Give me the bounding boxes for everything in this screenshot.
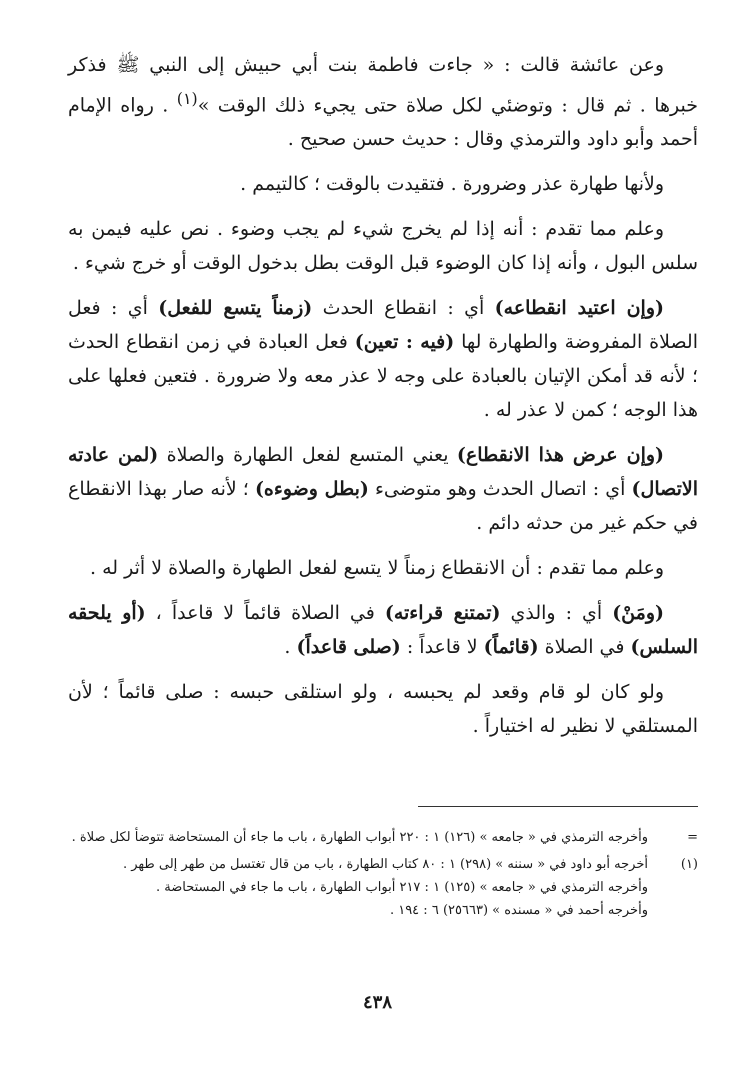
text-run: أي : فعل الصلاة المفروضة والطهارة لها xyxy=(68,297,698,354)
text-run: ؛ لأنه صار بهذا الانقطاع في حكم غير من حدثه دائم . xyxy=(68,478,698,535)
paragraph-1-text-end: . رواه الإمام أحمد وأبو داود والترمذي وقال : حديث حسن صحيح . xyxy=(68,94,698,151)
paragraph-3: وعلم مما تقدم : أنه إذا لم يخرج شيء لم يجب وضوء . نص عليه فيمن به سلس البول ، وأنه إذا كان الوضوء قبل الوقت بطل بدخول الوقت أو خرج شيء . xyxy=(68,218,698,275)
paragraph-1-text: وعن عائشة قالت : « جاءت فاطمة بنت أبي حبيش إلى النبي ﷺ فذكر خبرها . ثم قال : وتوضئي لكل صلاة حتى يجيء ذلك الوقت » xyxy=(68,54,698,117)
footnotes xyxy=(68,826,698,926)
footnote-ref: (١) xyxy=(176,89,198,108)
text-run: أي : اتصال الحدث وهو متوضىء xyxy=(368,478,632,501)
bold-phrase: (تمتنع قراءته) xyxy=(384,602,501,625)
paragraph-5 xyxy=(68,438,698,540)
page-number: ٤٣٨ xyxy=(362,992,392,1013)
footnote-line: وأخرجه الترمذي في « جامعه » (١٢٥) ١ : ٢١٧ أبواب الطهارة ، باب ما جاء في المستحاضة . xyxy=(156,880,648,895)
text-run: في الصلاة xyxy=(538,636,631,659)
paragraph-4 xyxy=(68,291,698,427)
text-run: أي : والذي xyxy=(500,602,613,625)
text-run: في الصلاة قائماً لا قاعداً ، xyxy=(145,602,385,625)
paragraph-2: ولأنها طهارة عذر وضرورة . فتقيدت بالوقت ؛ كالتيمم . xyxy=(240,173,664,196)
footnote-line: وأخرجه أحمد في « مسنده » (٢٥٦٦٣) ٦ : ١٩٤ . xyxy=(389,903,648,918)
bold-phrase: (وإن عرض هذا الانقطاع) xyxy=(456,444,665,467)
paragraph-1 xyxy=(68,48,698,156)
bold-phrase: (صلى قاعداً) xyxy=(296,636,401,659)
footnote-mark: (١) xyxy=(680,857,698,872)
paragraph-7 xyxy=(68,596,698,664)
bold-phrase: (أو يلحقه السلس) xyxy=(68,602,698,659)
text-run: لا قاعداً : xyxy=(400,636,484,659)
bold-phrase: (وإن اعتيد انقطاعه) xyxy=(494,297,665,320)
text-run: فعل العبادة في زمن انقطاع الحدث ؛ لأنه قد أمكن الإتيان بالعبادة على وجه لا عذر معه ولا ضرورة . فتعين فعلها على هذا الوجه ؛ كمن لا عذر له . xyxy=(68,331,698,422)
footnote-line: أخرجه أبو داود في « سننه » (٢٩٨) ١ : ٨٠ كتاب الطهارة ، باب من قال تغتسل من طهر إلى طهر . xyxy=(122,857,648,872)
footnote-1 xyxy=(68,853,698,922)
bold-phrase: (فيه : تعين) xyxy=(354,331,455,354)
paragraph-8: ولو كان لو قام وقعد لم يحبسه ، ولو استلقى حبسه : صلى قائماً ؛ لأن المستلقي لا نظير له اختياراً . xyxy=(68,681,698,738)
footnote-line: وأخرجه الترمذي في « جامعه » (١٢٦) ١ : ٢٢٠ أبواب الطهارة ، باب ما جاء أن المستحاضة تتوضأ لكل صلاة . xyxy=(71,830,648,845)
footnote-continued xyxy=(68,826,698,849)
bold-phrase: (ومَنْ) xyxy=(612,602,664,625)
main-text xyxy=(68,48,698,754)
text-run: يعني المتسع لفعل الطهارة والصلاة xyxy=(158,444,457,467)
paragraph-6: وعلم مما تقدم : أن الانقطاع زمناً لا يتسع لفعل الطهارة والصلاة لا أثر له . xyxy=(90,557,664,580)
text-run: أي : انقطاع الحدث xyxy=(312,297,495,320)
bold-phrase: (بطل وضوءه) xyxy=(254,478,369,501)
bold-phrase: (قائماً) xyxy=(483,636,539,659)
bold-phrase: (لمن عادته الاتصال) xyxy=(68,444,698,501)
text-run: . xyxy=(284,636,297,659)
bold-phrase: (زمناً يتسع للفعل) xyxy=(158,297,313,320)
footnote-divider xyxy=(418,806,698,807)
footnote-mark: = xyxy=(687,830,698,845)
